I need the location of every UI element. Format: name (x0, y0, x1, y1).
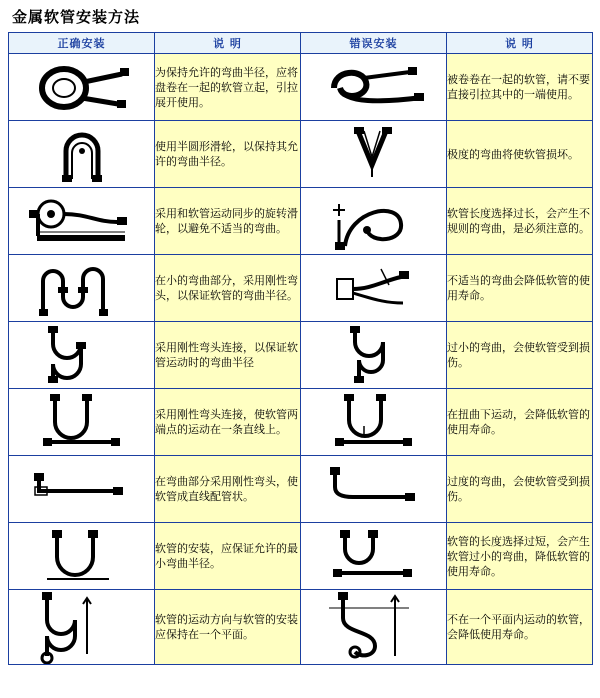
figure-rigid-elbow-straight-routing (9, 456, 155, 523)
header-correct-note: 说 明 (155, 33, 301, 54)
figure-too-small-bend-radius-loop (301, 322, 447, 389)
figure-rigid-elbow-u-loop (9, 322, 155, 389)
figure-hose-sharp-v-bend (301, 121, 447, 188)
note-text: 被卷卷在一起的软管，请不要直接引拉其中的一端使用。 (447, 54, 593, 121)
table-row (9, 389, 593, 456)
table-row (9, 523, 593, 590)
note-text: 软管的安装，应保证允许的最小弯曲半径。 (155, 523, 301, 590)
table-row (9, 322, 593, 389)
note-text: 不在一个平面内运动的软管，会降低使用寿命。 (447, 590, 593, 665)
note-text: 采用和软管运动同步的旋转滑轮，以避免不适当的弯曲。 (155, 188, 301, 255)
note-text: 软管的运动方向与软管的安装应保持在一个平面。 (155, 590, 301, 665)
figure-hose-over-semicircular-sheave (9, 121, 155, 188)
note-text: 过度的弯曲，会使软管受到损伤。 (447, 456, 593, 523)
note-text: 软管的长度选择过短，会产生软管过小的弯曲，降低软管的使用寿命。 (447, 523, 593, 590)
note-text: 在小的弯曲部分，采用刚性弯头，以保证软管的弯曲半径。 (155, 255, 301, 322)
note-text: 采用刚性弯头连接，使软管两端点的运动在一条直线上。 (155, 389, 301, 456)
note-text: 软管长度选择过长，会产生不规则的弯曲，是必须注意的。 (447, 188, 593, 255)
note-text: 不适当的弯曲会降低软管的使用寿命。 (447, 255, 593, 322)
table-row (9, 590, 593, 665)
figure-rigid-bend-at-small-radius (9, 255, 155, 322)
figure-hose-too-long-irregular-loop (301, 188, 447, 255)
table-row (9, 54, 593, 121)
note-text: 极度的弯曲将使软管损坏。 (447, 121, 593, 188)
figure-coiled-hose-pulled-straight (301, 54, 447, 121)
figure-rigid-elbows-both-ends-straight-line (9, 389, 155, 456)
note-text: 使用半圆形滑轮，以保持其允许的弯曲半径。 (155, 121, 301, 188)
figure-hose-motion-in-same-plane (9, 590, 155, 665)
figure-hose-minimum-bend-radius-u (9, 523, 155, 590)
table-header-row (9, 33, 593, 54)
figure-improper-bend-at-fitting (301, 255, 447, 322)
figure-hose-motion-out-of-plane (301, 590, 447, 665)
figure-over-bent-hose-at-corner (301, 456, 447, 523)
table-row (9, 456, 593, 523)
figure-hose-with-synchronized-roller-chain (9, 188, 155, 255)
note-text: 在弯曲部分采用刚性弯头，使软管成直线配管状。 (155, 456, 301, 523)
figure-hose-twisted-under-motion (301, 389, 447, 456)
page-title: 金属软管安装方法 (12, 8, 141, 26)
table-row (9, 121, 593, 188)
table-row (9, 255, 593, 322)
note-text: 采用刚性弯头连接，以保证软管运动时的弯曲半径 (155, 322, 301, 389)
note-text: 为保持允许的弯曲半径，应将盘卷在一起的软管立起，引拉展开使用。 (155, 54, 301, 121)
header-wrong-install: 错误安装 (301, 33, 447, 54)
header-wrong-note: 说 明 (447, 33, 593, 54)
note-text: 在扭曲下运动，会降低软管的使用寿命。 (447, 389, 593, 456)
figure-hose-too-long-small-bend (301, 523, 447, 590)
table-row (9, 188, 593, 255)
header-correct-install: 正确安装 (9, 33, 155, 54)
figure-coiled-hose-on-reel (9, 54, 155, 121)
note-text: 过小的弯曲，会使软管受到损伤。 (447, 322, 593, 389)
hose-installation-table (8, 32, 593, 665)
